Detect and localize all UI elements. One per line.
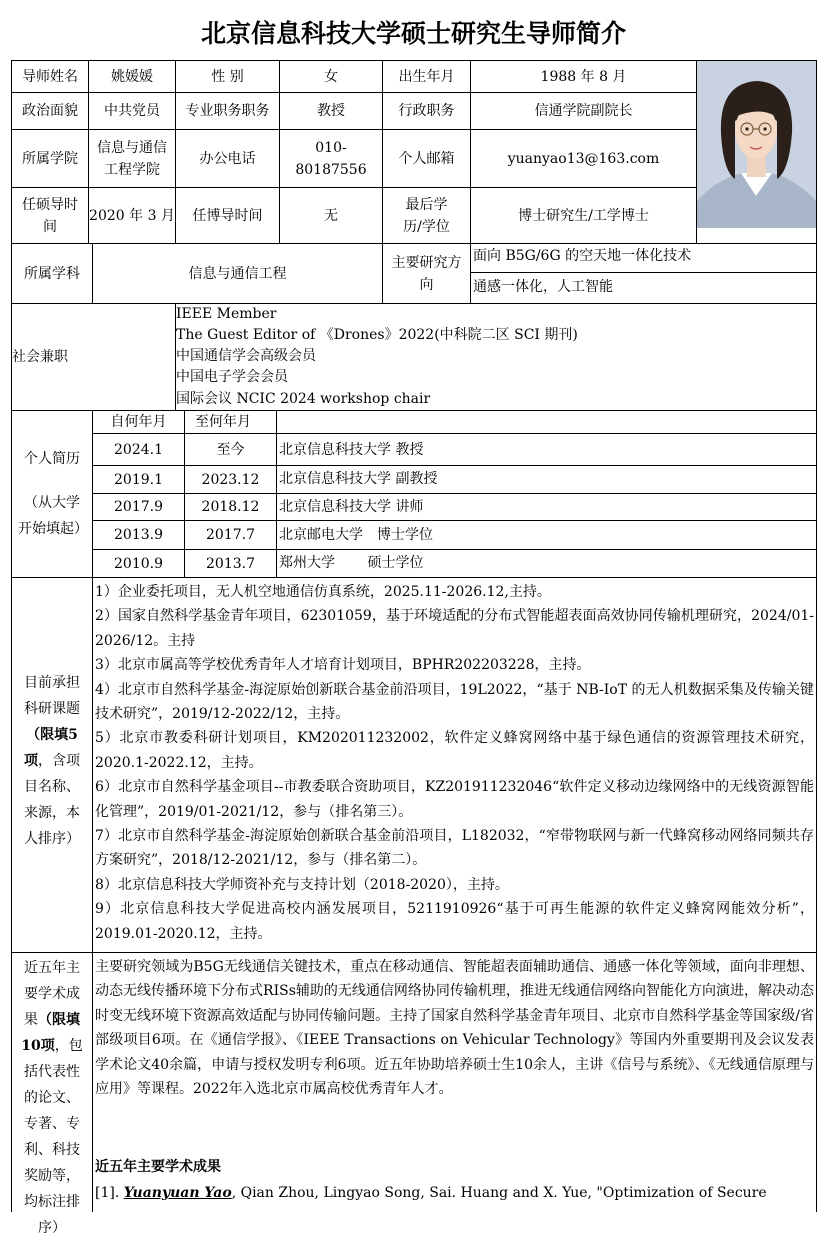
label-discipline: 所属学科 (24, 265, 80, 282)
row-divider (11, 577, 817, 578)
label-achievements-block (12, 953, 92, 1236)
resume-to: 2013.7 (206, 555, 255, 572)
reference-author: Yuanyuan Yao (123, 1185, 232, 1201)
value-admin-post: 信通学院副院长 (534, 103, 633, 119)
reference-rest: , Qian Zhou, Lingyao Song, Sai. Huang and X. Yue, "Optimization of Secure (231, 1185, 767, 1201)
value-discipline: 信息与通信工程 (188, 265, 287, 282)
project-item: 9）北京信息科技大学促进高校内涵发展项目，5211910926“基于可再生能源的软件定义蜂窝网能效分析”，2019.01-2020.12，主持。 (95, 901, 814, 942)
value-gender: 女 (324, 68, 338, 85)
label-gender: 性 别 (211, 68, 244, 85)
label-name: 导师姓名 (22, 68, 78, 85)
resume-to: 2023.12 (201, 471, 260, 488)
label-college: 所属学院 (22, 150, 78, 167)
resume-to: 2017.7 (206, 527, 255, 543)
value-name: 姚媛媛 (111, 68, 153, 85)
header-to: 至何年月 (195, 414, 251, 430)
label-achievements: 近五年主要学术成果 (24, 960, 80, 1028)
achievements-summary: 主要研究领域为B5G无线通信关键技术，重点在移动通信、智能超表面辅助通信、通感一体化等领域，面向非理想、动态无线传播环境下分布式RISs辅助的无线通信网络协同传输机理，推进无线通信网络向智能化方向演进，解决动态时变无线环境下资源高效适配与协同传输问题。主持了国家自然科学基金青年项目、北京市自然科学基金等国家级/省部级项目6项。在《通信学报》、《IEEE Transactions on Vehicular Technology》等国内外重要期刊及会议发表学术论文40余篇，申请与授权发明专利6项。近五年协助培养硕士生10余人，主讲《信号与系统》、《无线通信原理与应用》等课程。2022年入选北京市属高校优秀青年人才。 (95, 959, 814, 1098)
label-birth: 出生年月 (398, 68, 455, 85)
project-item: 8）北京信息科技大学师资补充与支持计划（2018-2020），主持。 (95, 876, 509, 893)
label-achievements-rest: ，包括代表性的论文、专著、专利、科技奖励等，均标注排序） (24, 1038, 83, 1236)
value-research-1: 面向 B5G/6G 的空天地一体化技术 (473, 248, 692, 264)
project-item: 3）北京市属高等学校优秀青年人才培育计划项目，BPHR202203228，主持。 (95, 657, 591, 674)
row-divider (471, 272, 817, 273)
label-prof-title: 专业职务职务 (185, 103, 270, 119)
resume-from: 2024.1 (114, 441, 163, 458)
label-resume-block (12, 411, 92, 577)
label-politics: 政治面貌 (22, 103, 78, 119)
value-politics: 中共党员 (104, 103, 160, 119)
label-master-since: 任硕导时间 (22, 196, 78, 235)
value-email: yuanyao13@163.com (507, 150, 660, 167)
row-divider (11, 952, 817, 953)
project-item: 6）北京市自然科学基金项目--市教委联合资助项目，KZ201911232046“软件定义移动边缘网络中的无线资源智能化管理”，2019/01-2021/12，参与（排名第三）。 (95, 779, 814, 820)
label-office-phone: 办公电话 (199, 150, 256, 167)
social-item: 国际会议 NCIC 2024 workshop chair (176, 391, 431, 407)
value-prof-title: 教授 (317, 103, 345, 119)
project-item: 7）北京市自然科学基金-海淀原始创新联合基金前沿项目，L182032，“窄带物联网与新一代蜂窝移动网络同频共存方案研究”，2018/12-2021/12，参与（排名第二）。 (95, 828, 814, 869)
value-office-phone: 010-80187556 (295, 139, 367, 178)
resume-desc: 北京信息科技大学 讲师 (279, 499, 424, 515)
projects-list (95, 580, 814, 946)
value-master-since: 2020 年 3 月 (89, 207, 175, 224)
reference-item (95, 1182, 814, 1204)
resume-from: 2017.9 (114, 499, 163, 515)
value-birth: 1988 年 8 月 (540, 68, 627, 85)
reference-number: [1]. (95, 1185, 120, 1201)
label-email: 个人邮箱 (398, 150, 455, 167)
label-projects-block (12, 578, 92, 952)
label-resume-note: （从大学开始填起） (18, 495, 88, 537)
achievements-heading: 近五年主要学术成果 (95, 1159, 221, 1175)
resume-from: 2019.1 (114, 471, 163, 488)
resume-from: 2013.9 (114, 527, 163, 543)
social-item: 中国电子学会会员 (176, 369, 288, 385)
social-item: The Guest Editor of 《Drones》2022(中科院二区 SCI 期刊) (176, 327, 578, 343)
col-divider (92, 577, 93, 1212)
resume-to: 至今 (216, 441, 245, 458)
value-degree: 博士研究生/工学博士 (518, 207, 649, 224)
label-projects-limit: （限填5项 (24, 727, 78, 769)
label-projects-rest: ，含项目名称、来源，本人排序） (24, 753, 80, 847)
page-title: 北京信息科技大学硕士研究生导师简介 (200, 19, 626, 48)
label-degree: 最后学历/学位 (403, 196, 450, 235)
resume-from: 2010.9 (114, 555, 163, 572)
resume-desc: 郑州大学 硕士学位 (279, 555, 424, 571)
label-achievements-limit: （限填10项 (21, 1012, 80, 1054)
label-projects: 目前承担科研课题 (24, 675, 80, 717)
project-item: 2）国家自然科学基金青年项目，62301059，基于环境适配的分布式智能超表面高效协同传输机理研究，2024/01-2026/12。主持 (95, 608, 814, 649)
resume-desc: 北京信息科技大学 副教授 (279, 471, 438, 487)
portrait-photo (697, 61, 816, 228)
resume-to: 2018.12 (201, 499, 260, 515)
row-divider (11, 303, 817, 304)
resume-desc: 北京信息科技大学 教授 (279, 442, 424, 458)
social-item: 中国通信学会高级会员 (176, 348, 316, 364)
project-item: 5）北京市教委科研计划项目，KM202011232002，软件定义蜂窝网络中基于绿色通信的资源管理技术研究，2020.1-2022.12，主持。 (95, 730, 814, 771)
table-border-right (816, 60, 817, 1212)
label-resume: 个人简历 (24, 451, 80, 467)
project-item: 1）企业委托项目，无人机空地通信仿真系统，2025.11-2026.12,主持。 (95, 584, 551, 600)
value-college: 信息与通信工程学院 (97, 139, 167, 178)
header-from: 自何年月 (110, 414, 167, 430)
label-admin-post: 行政职务 (398, 103, 455, 119)
resume-desc: 北京邮电大学 博士学位 (279, 527, 433, 543)
social-item: IEEE Member (176, 306, 277, 322)
value-phd-since: 无 (324, 207, 338, 224)
label-research: 主要研究方向 (391, 254, 462, 293)
project-item: 4）北京市自然科学基金-海淀原始创新联合基金前沿项目，19L2022，“基于 NB-IoT 的无人机数据采集及传输关键技术研究”，2019/12-2022/12，主持。 (95, 681, 814, 723)
label-social: 社会兼职 (12, 349, 68, 365)
col-divider (276, 410, 277, 577)
label-phd-since: 任博导时间 (192, 207, 263, 224)
value-research-2: 通感一体化，人工智能 (473, 279, 613, 295)
